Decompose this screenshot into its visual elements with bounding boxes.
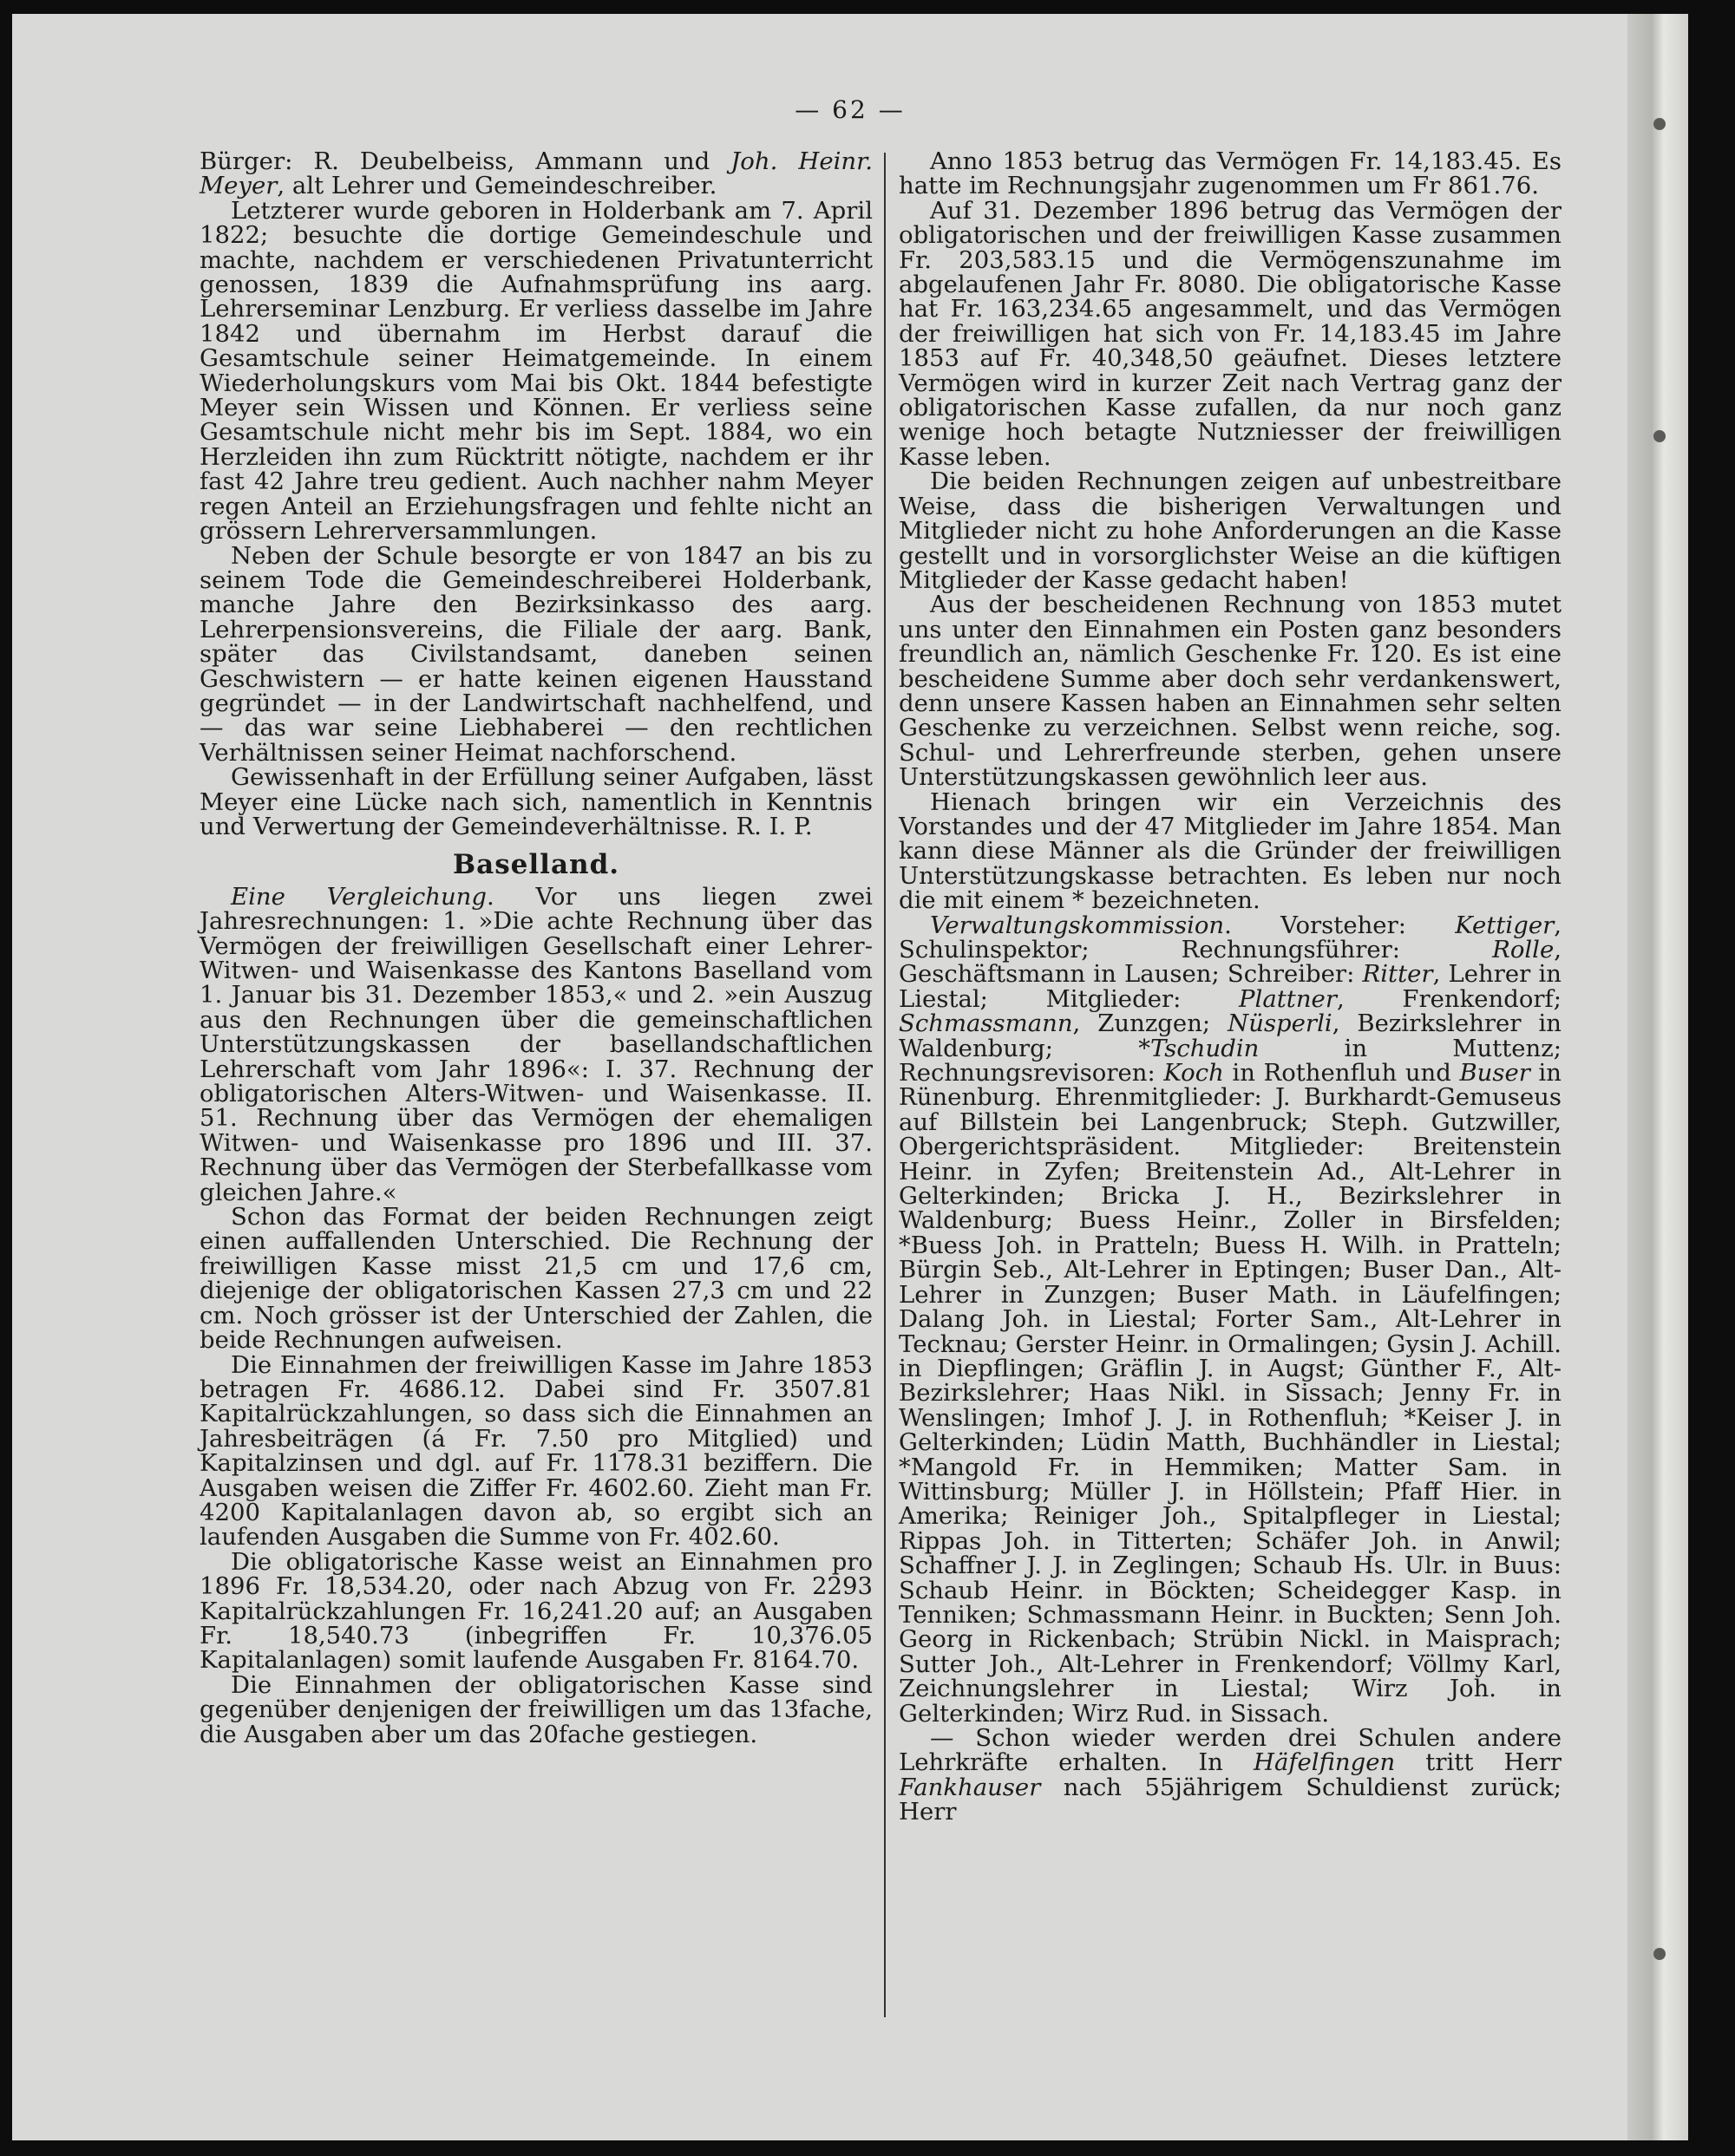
section-heading: Baselland. xyxy=(452,849,620,881)
binding-hole xyxy=(1653,430,1666,442)
paragraph: Gewissenhaft in der Erfüllung seiner Aufgaben, lässt Meyer eine Lücke nach sich, namentlich in Kenntnis und Verwertung der Gemeindeverhältnisse. R. I. P. xyxy=(200,763,873,840)
paragraph xyxy=(200,882,873,1206)
person-name: Nüsperli xyxy=(1228,1009,1332,1038)
text-run: Bürger: R. Deubelbeiss, Ammann und xyxy=(200,147,731,175)
place-name: Häfelfingen xyxy=(1253,1748,1396,1777)
scanned-page xyxy=(12,14,1688,2140)
paragraph: Anno 1853 betrug das Vermögen Fr. 14,183.45. Es hatte im Rechnungsjahr zugenommen um Fr 861.76. xyxy=(899,147,1562,200)
text-run: — Schon wieder werden drei Schulen andere Lehrkräfte erhalten. In xyxy=(899,1724,1562,1777)
page-number: — 62 — xyxy=(795,95,906,124)
paragraph: Die Einnahmen der obligatorischen Kasse sind gegenüber denjenigen der freiwilligen um das 13fache, die Ausgaben aber um das 20fache gestiegen. xyxy=(200,1670,873,1748)
paragraph xyxy=(899,1726,1562,1825)
article-title: Eine Vergleichung xyxy=(231,882,487,911)
paragraph: Auf 31. Dezember 1896 betrug das Vermögen der obligatorischen und der freiwilligen Kasse zusammen Fr. 203,583.15 und die Vermögenszunahme im abgelaufenen Jahr Fr. 8080. Die obligatorische Kasse hat Fr. 163,234.65 angesammelt, und das Vermögen der freiwilligen hat sich von Fr. 14,183.45 im Jahre 1853 auf Fr. 40,348,50 geäufnet. Dieses letztere Vermögen wird in kurzer Zeit nach Vertrag ganz der obligatorischen Kasse zufallen, da nur noch ganz wenige hoch betagte Nutzniesser der freiwilligen Kasse leben. xyxy=(899,196,1562,471)
text-run: , Frenkendorf; xyxy=(1336,984,1562,1013)
paragraph: Die obligatorische Kasse weist an Einnahmen pro 1896 Fr. 18,534.20, oder nach Abzug von Fr. 2293 Kapitalrückzahlungen Fr. 16,241.20 auf; an Ausgaben Fr. 18,540.73 (inbegriffen Fr. 10,376.05 Kapitalanlagen) somit laufende Ausgaben Fr. 8164.70. xyxy=(200,1547,873,1675)
subheading: Verwaltungskommission xyxy=(930,911,1225,939)
paragraph: Letzterer wurde geboren in Holderbank am 7. April 1822; besuchte die dortige Gemeindeschule und machte, nachdem er verschiedenen Privatunterricht genossen, 1839 die Aufnahmsprüfung ins aarg. Lehrerseminar Lenzburg. Er verliess dasselbe im Jahre 1842 und übernahm im Herbst darauf die Gesamtschule seiner Heimatgemeinde. In einem Wiederholungskurs vom Mai bis Okt. 1844 befestigte Meyer sein Wissen und Können. Er verliess seine Gesamtschule nicht mehr bis im Sept. 1884, wo ein Herzleiden ihn zum Rücktritt nötigte, nachdem er ihr fast 42 Jahre treu gedient. Auch nachher nahm Meyer regen Anteil an Erziehungsfragen und fehlte nicht an grössern Lehrerversammlungen. xyxy=(200,196,873,546)
person-name: Joh. Heinr. Meyer xyxy=(200,147,873,200)
text-run: , alt Lehrer und Gemeindeschreiber. xyxy=(277,172,717,200)
left-column xyxy=(200,149,873,1747)
person-name: Plattner xyxy=(1239,984,1337,1013)
person-name: Rolle xyxy=(1492,936,1555,964)
person-name: Koch xyxy=(1163,1059,1224,1088)
person-name: Tschudin xyxy=(1149,1034,1260,1062)
person-name: Buser xyxy=(1459,1059,1530,1088)
paragraph: Schon das Format der beiden Rechnungen zeigt einen auffallenden Unterschied. Die Rechnung der freiwilligen Kasse misst 21,5 cm und 17,6 cm, diejenige der obligatorischen Kassen 27,3 cm und 22 cm. Noch grösser ist der Unterschied der Zahlen, die beide Rechnungen aufweisen. xyxy=(200,1203,873,1355)
paragraph xyxy=(200,149,873,199)
binding-spine xyxy=(1627,14,1688,2140)
column-divider xyxy=(884,153,886,2017)
text-run: , Lehrer in Liestal; Mitglieder: xyxy=(899,960,1562,1013)
text-run: . Vor uns liegen zwei Jahresrechnungen: 1. »Die achte Rechnung über das Vermögen der freiwilligen Gesellschaft einer Lehrer-Witwen- und Waisenkasse des Kantons Baselland vom 1. Januar bis 31. Dezember 1853,« und 2. »ein Auszug aus den Rechnungen über die gemeinschaftlichen Unterstützungskassen der basellandschaftlichen Lehrerschaft vom Jahr 1896«: I. 37. Rechnung der obligatorischen Alters-Witwen- und Waisenkasse. II. 51. Rechnung über das Vermögen der ehemaligen Witwen- und Waisenkasse pro 1896 und III. 37. Rechnung über das Vermögen der Sterbefallkasse vom gleichen Jahre.« xyxy=(200,882,873,1206)
paragraph: Neben der Schule besorgte er von 1847 an bis zu seinem Tode die Gemeindeschreiberei Holderbank, manche Jahre den Bezirksinkasso des aarg. Lehrerpensionsvereins, die Filiale der aarg. Bank, später das Civilstandsamt, daneben seinen Geschwistern — er hatte keinen eigenen Hausstand gegründet — in der Landwirtschaft nachhelfend, und — das war seine Liebhaberei — den rechtlichen Verhältnissen seiner Heimat nachforschend. xyxy=(200,541,873,767)
paragraph: Die Einnahmen der freiwilligen Kasse im Jahre 1853 betragen Fr. 4686.12. Dabei sind Fr. 3507.81 Kapitalrückzahlungen, so dass sich die Einnahmen an Jahresbeiträgen (á Fr. 7.50 pro Mitglied) und Kapitalzinsen und dgl. auf Fr. 1178.31 beziffern. Die Ausgaben weisen die Ziffer Fr. 4602.60. Zieht man Fr. 4200 Kapitalanlagen davon ab, so ergibt sich an laufenden Ausgaben die Summe von Fr. 402.60. xyxy=(200,1350,873,1552)
text-run: in Rünenburg. Ehrenmitglieder: J. Burkhardt-Gemuseus auf Billstein bei Langenbruck; Steph. Gutzwiller, Obergerichtspräsident. Mitglieder: Breitenstein Heinr. in Zyfen; Breitenstein Ad., Alt-Lehrer in Gelterkinden; Bricka J. H., Bezirkslehrer in Waldenburg; Buess Heinr., Zoller in Birsfelden; *Buess Joh. in Pratteln; Buess H. Wilh. in Pratteln; Bürgin Seb., Alt-Lehrer in Eptingen; Buser Dan., Alt-Lehrer in Zunzgen; Buser Math. in Läufelfingen; Dalang Joh. in Liestal; Forter Sam., Alt-Lehrer in Tecknau; Gerster Heinr. in Ormalingen; Gysin J. Achill. in Diepflingen; Gräflin J. in Augst; Günther F., Alt-Bezirkslehrer; Haas Nikl. in Sissach; Jenny Fr. in Wenslingen; Imhof J. J. in Rothenfluh; *Keiser J. in Gelterkinden; Lüdin Matth, Buchhändler in Liestal; *Mangold Fr. in Hemmiken; Matter Sam. in Wittinsburg; Müller J. in Höllstein; Pfaff Hier. in Amerika; Reiniger Joh., Spitalpfleger in Liestal; Rippas Joh. in Titterten; Schäfer Joh. in Anwil; Schaffner J. J. in Zeglingen; Schaub Hs. Ulr. in Buus: Schaub Heinr. in Böckten; Scheidegger Kasp. in Tenniken; Schmassmann Heinr. in Buckten; Senn Joh. Georg in Rickenbach; Strübin Nickl. in Maisprach; Sutter Joh., Alt-Lehrer in Frenkendorf; Völlmy Karl, Zeichnungslehrer in Liestal; Wirz Joh. in Gelterkinden; Wirz Rud. in Sissach. xyxy=(899,1059,1562,1728)
text-run: in Rothenfluh und xyxy=(1223,1059,1460,1088)
right-column xyxy=(899,149,1562,1825)
person-name: Ritter xyxy=(1362,960,1433,989)
person-name: Fankhauser xyxy=(899,1773,1041,1801)
paragraph: Hienach bringen wir ein Verzeichnis des Vorstandes und der 47 Mitglieder im Jahre 1854. Man kann diese Männer als die Gründer der freiwilligen Unterstützungskasse betrachten. Es leben nur noch die mit einem * bezeichneten. xyxy=(899,787,1562,915)
text-run: , Schulinspektor; Rechnungsführer: xyxy=(899,911,1562,964)
person-name: Schmassmann xyxy=(899,1009,1073,1038)
text-run: , Geschäftsmann in Lausen; Schreiber: xyxy=(899,936,1562,989)
text-run: , Zunzgen; xyxy=(1072,1009,1228,1038)
text-run: , Bezirkslehrer in Waldenburg; * xyxy=(899,1009,1562,1062)
binding-hole xyxy=(1653,1948,1666,1960)
paragraph: Die beiden Rechnungen zeigen auf unbestreitbare Weise, dass die bisherigen Verwaltungen und Mitglieder nicht zu hohe Anforderungen an die Kasse gestellt und in vorsorglichster Weise an die küftigen Mitglieder der Kasse gedacht haben! xyxy=(899,467,1562,594)
paragraph xyxy=(899,913,1562,1726)
text-run: nach 55jährigem Schuldienst zurück; Herr xyxy=(899,1773,1562,1826)
text-run: tritt Herr xyxy=(1395,1748,1562,1777)
text-run: . Vorsteher: xyxy=(1224,911,1456,939)
paragraph: Aus der bescheidenen Rechnung von 1853 mutet uns unter den Einnahmen ein Posten ganz besonders freundlich an, nämlich Geschenke Fr. 120. Es ist eine bescheidene Summe aber doch sehr verdankenswert, denn unsere Kassen haben an Einnahmen sehr selten Geschenke zu verzeichnen. Selbst wenn reiche, sog. Schul- und Lehrerfreunde sterben, gehen unsere Unterstützungskassen gewöhnlich leer aus. xyxy=(899,591,1562,792)
person-name: Kettiger xyxy=(1455,911,1555,939)
text-run: in Muttenz; Rechnungsrevisoren: xyxy=(899,1034,1562,1088)
